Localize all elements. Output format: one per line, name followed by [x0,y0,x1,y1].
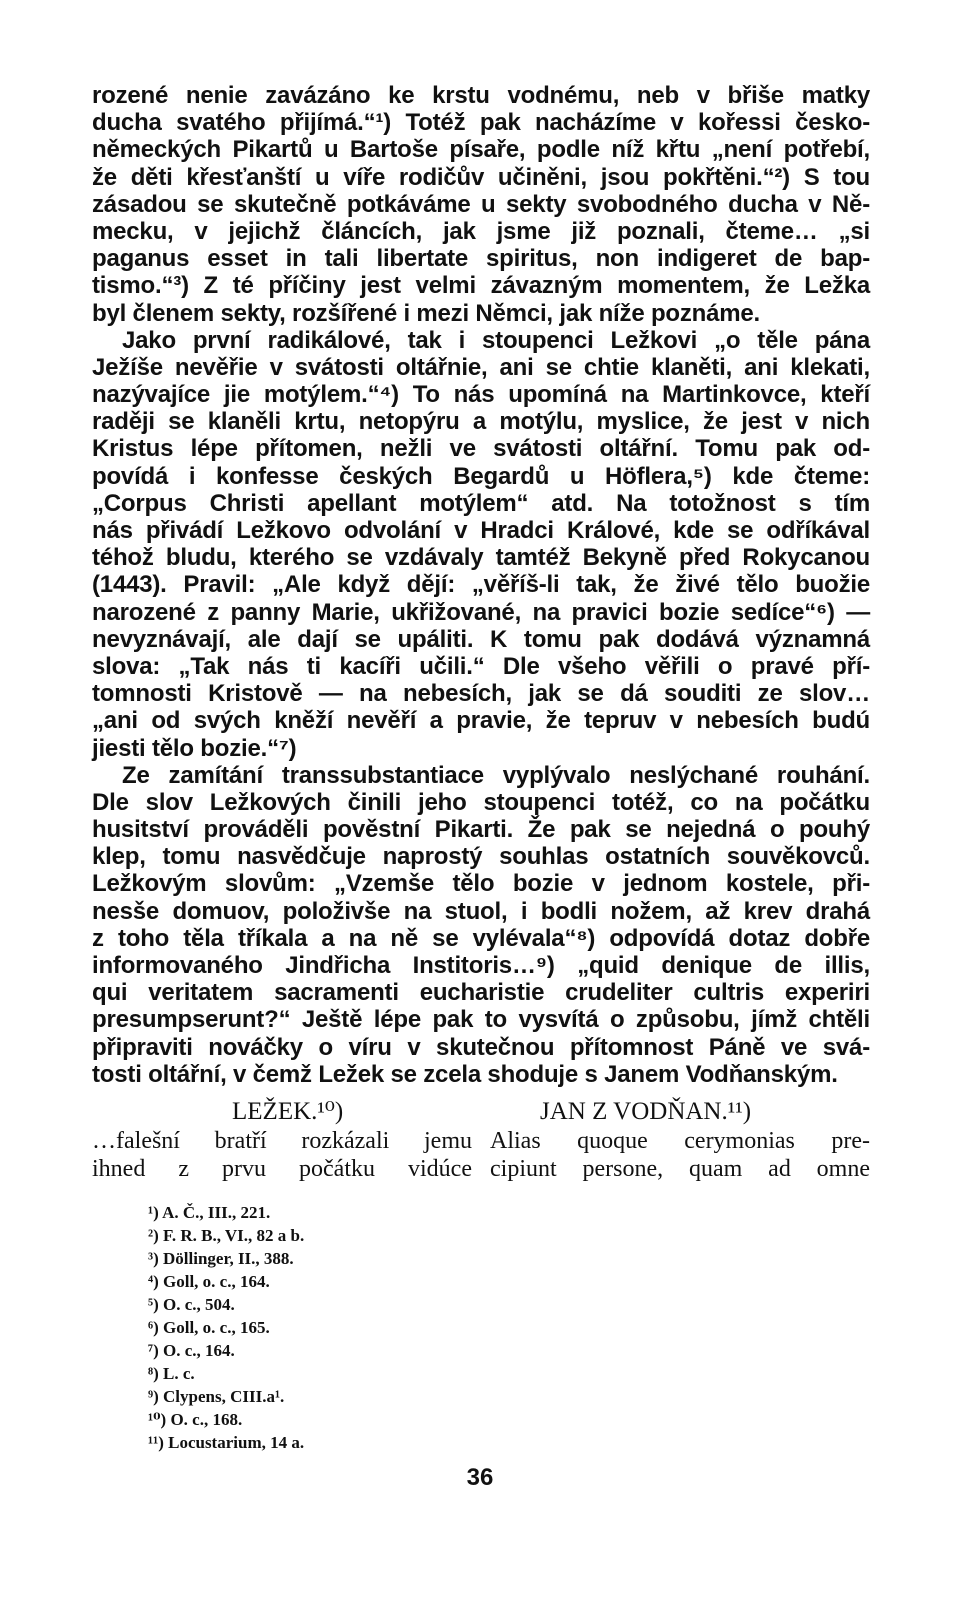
text-line: zásadou se skutečně potkáváme u sekty svobodného ducha v Ně- [92,190,870,218]
text-line: Ležkovým slovům: „Vzemše tělo bozie v jednom kostele, při- [92,870,870,898]
text-line: tomnosti Kristově — na nebesích, jak se dá souditi ze slov… [92,680,870,708]
text-line: nazývajíce jie motýlem.“⁴) To nás upomíná na Martinkovce, kteří [92,381,870,409]
footnote: ⁷) O. c., 164. [148,1341,235,1360]
text-line: nás přivádí Ležkovo odvolání v Hradci Králové, kde se odříkával [92,517,870,544]
text-line: presumpserunt?“ Ještě lépe pak to vysvítá o způsobu, jímž chtěli [92,1006,870,1034]
text-line: byl členem sekty, rozšířené i mezi Němci, jak níže poznáme. [92,299,761,327]
text-line: jiesti tělo bozie.“⁷) [92,734,297,762]
text-line: narozené z panny Marie, ukřižované, na pravici bozie sedíce“⁶) — [92,598,870,626]
text-line: Ježíše nevěřie v svátosti oltářnie, ani se chtie klaněti, ani klekati, [92,353,870,381]
text-line: Ze zamítání transsubstantiace vyplývalo neslýchané rouhání. [122,761,870,789]
footnotes [148,1201,508,1454]
body-text [92,82,870,1088]
column-line: …falešní bratří rozkázali jemu [92,1128,472,1154]
footnote: ¹) A. Č., III., 221. [148,1203,271,1222]
text-line: Dle slov Ležkových činili jeho stoupenci totéž, co na počátku [92,788,870,816]
text-line: ducha svatého přijímá.“¹) Totéž pak nacházíme v kořessi česko- [92,109,870,137]
text-line: klep, tomu nasvědčuje naprostý souhlas ostatních souvěkovců. [92,843,870,871]
text-line: „ani od svých kněží nevěří a pravie, že tepruv v nebesích budú [92,707,870,735]
page-number: 36 [466,1464,494,1491]
column-heading-jan-z-vodnan: JAN Z VODŇAN.¹¹) [540,1098,752,1125]
footnote: ⁵) O. c., 504. [148,1295,235,1314]
footnote: ⁹) Clypens, CIII.a¹. [148,1387,285,1406]
footnote: ⁶) Goll, o. c., 165. [148,1318,270,1337]
text-line: Jako první radikálové, tak i stoupenci Ležkovi „o těle pána [122,326,870,354]
footnote: ³) Döllinger, II., 388. [148,1249,294,1268]
text-line: povídá i konfesse českých Begardů u Höflera,⁵) kde čteme: [92,462,870,490]
column-lezek [92,1097,472,1183]
text-line: mecku, v jejichž článcích, jak jsme již poznali, čteme… „si [92,217,870,245]
text-line: tismo.“³) Z té příčiny jest velmi závazným momentem, že Ležka [92,272,870,300]
footnote: ¹¹) Locustarium, 14 a. [148,1433,305,1452]
footnote: ¹⁰) O. c., 168. [148,1410,243,1429]
text-line: qui veritatem sacramenti eucharistie crudeliter cultris experiri [92,979,870,1007]
footnote: ⁴) Goll, o. c., 164. [148,1272,270,1291]
text-line: že děti křesťanští u víře rodičův učiněni, jsou pokřtěni.“²) S tou [92,163,870,191]
column-line: Alias quoque cerymonias pre- [490,1128,870,1154]
text-line: slova: „Tak nás ti kacíři učili.“ Dle všeho věřili o pravé pří- [92,652,870,680]
text-line: téhož bludu, kterého se vzdávaly tamtéž Bekyně před Rokycanou [92,544,870,572]
text-line: „Corpus Christi apellant motýlem“ atd. Na totožnost s tím [92,489,870,517]
column-jan-z-vodnan [490,1097,870,1183]
text-line: paganus esset in tali libertate spiritus, non indigeret de bap- [92,245,870,273]
text-line: husitství prováděli pověstní Pikarti. Že pak se nejedná o pouhý [92,816,870,844]
footnote: ²) F. R. B., VI., 82 a b. [148,1226,305,1245]
column-line: ihned z prvu počátku vidúce [92,1156,472,1182]
footnote: ⁸) L. c. [148,1364,195,1383]
text-line: informovaného Jindřicha Institoris…⁹) „quid denique de illis, [92,952,870,979]
text-line: Kristus lépe přítomen, nežli ve svátosti oltářní. Tomu pak od- [92,435,870,463]
text-line: německých Pikartů u Bartoše písaře, podle níž křtu „není potřebí, [92,136,870,164]
text-line: raději se klaněli krtu, netopýru a motýlu, myslice, že jest v nich [92,408,870,436]
column-line: cipiunt persone, quam ad omne [490,1156,870,1182]
text-line: (1443). Pravil: „Ale když dějí: „věříš-li tak, že živé tělo buožie [92,571,870,599]
text-line: připraviti nováčky o víru v skutečnou přítomnost Páně ve svá- [92,1033,870,1061]
text-line: nevyznávají, ale dají se upáliti. K tomu pak dodává významná [92,625,870,653]
text-line: rozené nenie zavázáno ke krstu vodnému, neb v břiše matky [92,82,870,109]
column-heading-lezek: LEŽEK.¹⁰) [232,1098,344,1125]
text-line: tosti oltářní, v čemž Ležek se zcela shoduje s Janem Vodňanským. [92,1060,838,1088]
text-line: z toho těla tříkala a na ně se vylévala“⁸) odpovídá dotaz dobře [92,924,870,952]
text-line: nesše domuov, položivše na stuol, i bodli nožem, až krev drahá [92,897,870,925]
